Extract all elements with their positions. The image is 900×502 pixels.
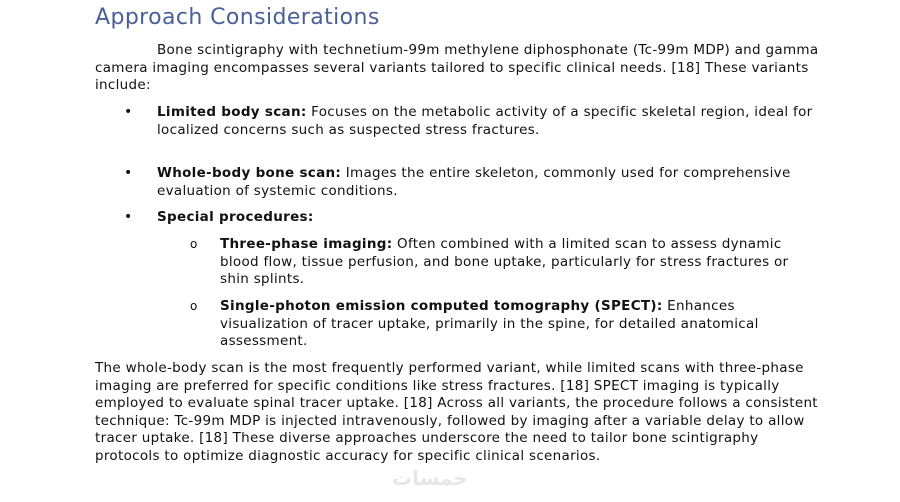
- bullet-term: Special procedures:: [157, 209, 314, 225]
- bullet-item-special-procedures: [157, 209, 817, 227]
- section-heading: Approach Considerations: [95, 5, 380, 30]
- sub-bullet-item-spect: [220, 298, 810, 351]
- sub-bullet-marker: o: [190, 237, 198, 251]
- sub-bullet-term: Three-phase imaging:: [220, 236, 393, 252]
- sub-bullet-text: Enhances visualization of tracer uptake, primarily in the spine, for detailed anatomical assessment.: [220, 298, 759, 349]
- bullet-term: Whole-body bone scan:: [157, 165, 342, 181]
- bullet-text: Focuses on the metabolic activity of a specific skeletal region, ideal for localized concerns such as suspected stress fractures.: [157, 104, 813, 138]
- bullet-marker: •: [124, 104, 133, 120]
- sub-bullet-marker: o: [190, 299, 198, 313]
- bullet-item-whole-body-bone-scan: [157, 165, 822, 200]
- intro-paragraph: Bone scintigraphy with technetium-99m methylene diphosphonate (Tc-99m MDP) and gamma camera imaging encompasses several variants tailored to specific clinical needs. [18] These variants include:: [95, 42, 819, 93]
- sub-bullet-text: Often combined with a limited scan to assess dynamic blood flow, tissue perfusion, and bone uptake, particularly for stress fractures or shin splints.: [220, 236, 789, 287]
- bullet-marker: •: [124, 209, 133, 225]
- bullet-text: Images the entire skeleton, commonly used for comprehensive evaluation of systemic conditions.: [157, 165, 791, 199]
- sub-bullet-term: Single-photon emission computed tomography (SPECT):: [220, 298, 663, 314]
- bullet-item-limited-body-scan: [157, 104, 817, 139]
- bullet-marker: •: [124, 165, 133, 181]
- watermark-logo: خمسات: [392, 466, 468, 490]
- bullet-term: Limited body scan:: [157, 104, 307, 120]
- sub-bullet-item-three-phase-imaging: [220, 236, 820, 289]
- closing-paragraph: The whole-body scan is the most frequently performed variant, while limited scans with three-phase imaging are preferred for specific conditions like stress fractures. [18] SPECT imaging is typically employed to evaluate spinal tracer uptake. [18] Across all variants, the procedure follows a consistent technique: Tc-99m MDP is injected intravenously, followed by imaging after a variable delay to allow tracer uptake. [18] These diverse approaches underscore the need to tailor bone scintigraphy protocols to optimize diagnostic accuracy for specific clinical scenarios.: [95, 360, 818, 464]
